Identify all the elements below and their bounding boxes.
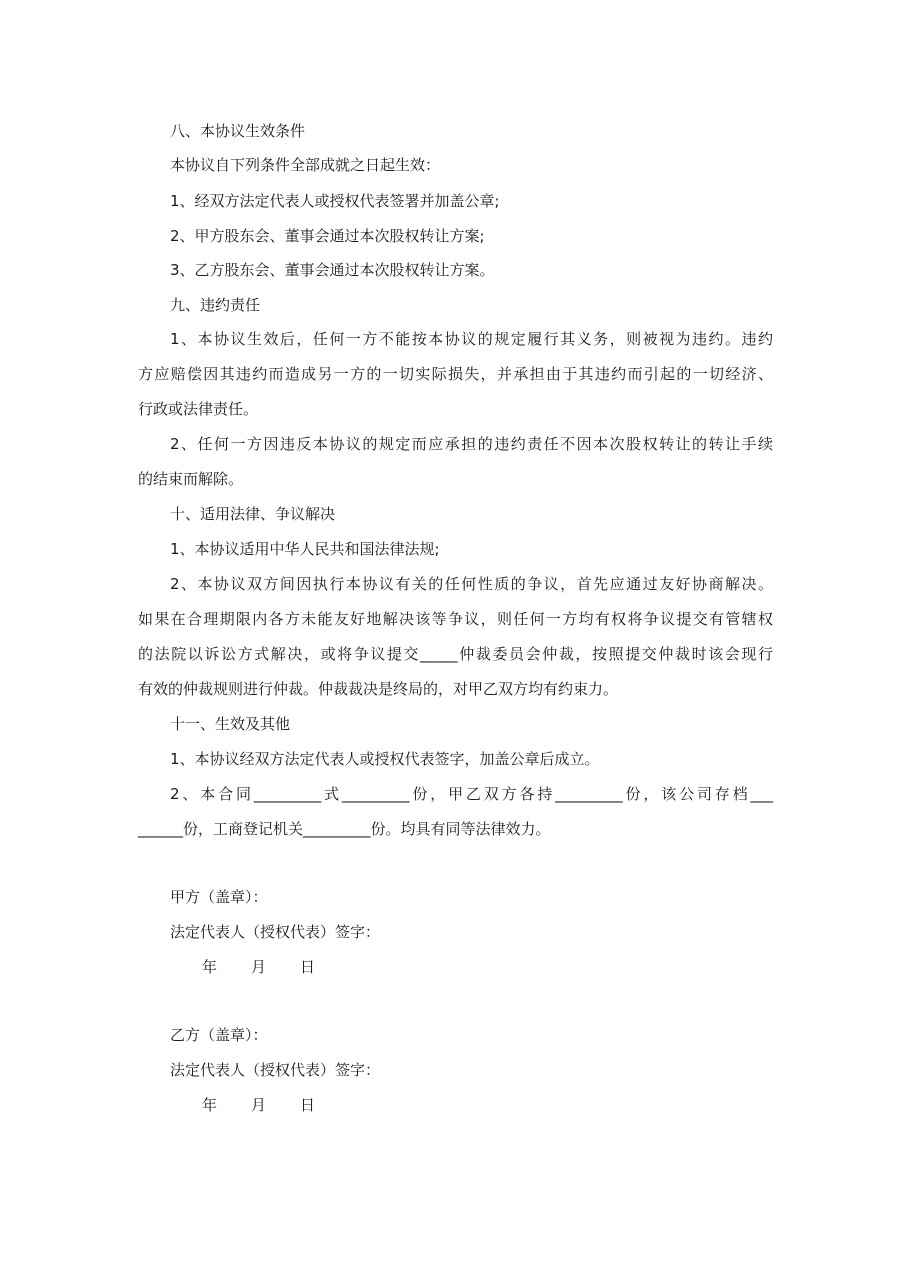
party-a-rep-label: 法定代表人（授权代表）签字： xyxy=(170,923,381,941)
year-label: 年 xyxy=(202,958,218,976)
list-item: 3、乙方股东会、董事会通过本次股权转让方案。 xyxy=(170,261,495,279)
party-b-date xyxy=(202,1094,315,1116)
party-a-date xyxy=(202,956,315,978)
month-label: 月 xyxy=(251,1096,267,1114)
day-label: 日 xyxy=(300,958,316,976)
month-label: 月 xyxy=(251,958,267,976)
year-label: 年 xyxy=(202,1096,218,1114)
paragraph-line: 的法院以诉讼方式解决，或将争议提交_____仲裁委员会仲裁，按照提交仲裁时该会现行 xyxy=(138,645,773,663)
paragraph-line: 行政或法律责任。 xyxy=(138,400,259,418)
paragraph-line: 的结束而解除。 xyxy=(138,470,244,488)
paragraph-line: 如果在合理期限内各方未能友好地解决该等争议，则任何一方均有权将争议提交有管辖权 xyxy=(138,610,773,628)
section-heading: 十、适用法律、争议解决 xyxy=(170,505,336,523)
paragraph-line: 2、任何一方因违反本协议的规定而应承担的违约责任不因本次股权转让的转让手续 xyxy=(170,435,773,453)
paragraph: 本协议自下列条件全部成就之日起生效： xyxy=(170,156,441,174)
paragraph-line: 有效的仲裁规则进行仲裁。仲裁裁决是终局的，对甲乙双方均有约束力。 xyxy=(138,680,619,698)
paragraph-line: 2、本协议双方间因执行本协议有关的任何性质的争议，首先应通过友好协商解决。 xyxy=(170,575,773,593)
day-label: 日 xyxy=(300,1096,316,1114)
list-item: 2、甲方股东会、董事会通过本次股权转让方案; xyxy=(170,227,485,245)
section-heading: 八、本协议生效条件 xyxy=(170,122,306,140)
paragraph-line: 方应赔偿因其违约而造成另一方的一切实际损失，并承担由于其违约而引起的一切经济、 xyxy=(138,365,773,383)
list-item: 1、本协议适用中华人民共和国法律法规; xyxy=(170,540,440,558)
list-item: 1、本协议经双方法定代表人或授权代表签字，加盖公章后成立。 xyxy=(170,750,600,768)
paragraph-line: 1、本协议生效后，任何一方不能按本协议的规定履行其义务，则被视为违约。违约 xyxy=(170,330,773,348)
section-heading: 九、违约责任 xyxy=(170,296,261,314)
party-b-rep-label: 法定代表人（授权代表）签字： xyxy=(170,1061,381,1079)
paragraph-line: 2、本合同_________式_________份，甲乙双方各持_________份，该公司存档___ xyxy=(170,785,773,803)
section-heading: 十一、生效及其他 xyxy=(170,715,291,733)
party-a-seal-label: 甲方（盖章）： xyxy=(170,888,268,906)
list-item: 1、经双方法定代表人或授权代表签署并加盖公章; xyxy=(170,192,500,210)
paragraph-line: ______份，工商登记机关_________份。均具有同等法律效力。 xyxy=(138,820,551,838)
party-b-seal-label: 乙方（盖章）： xyxy=(170,1026,268,1044)
